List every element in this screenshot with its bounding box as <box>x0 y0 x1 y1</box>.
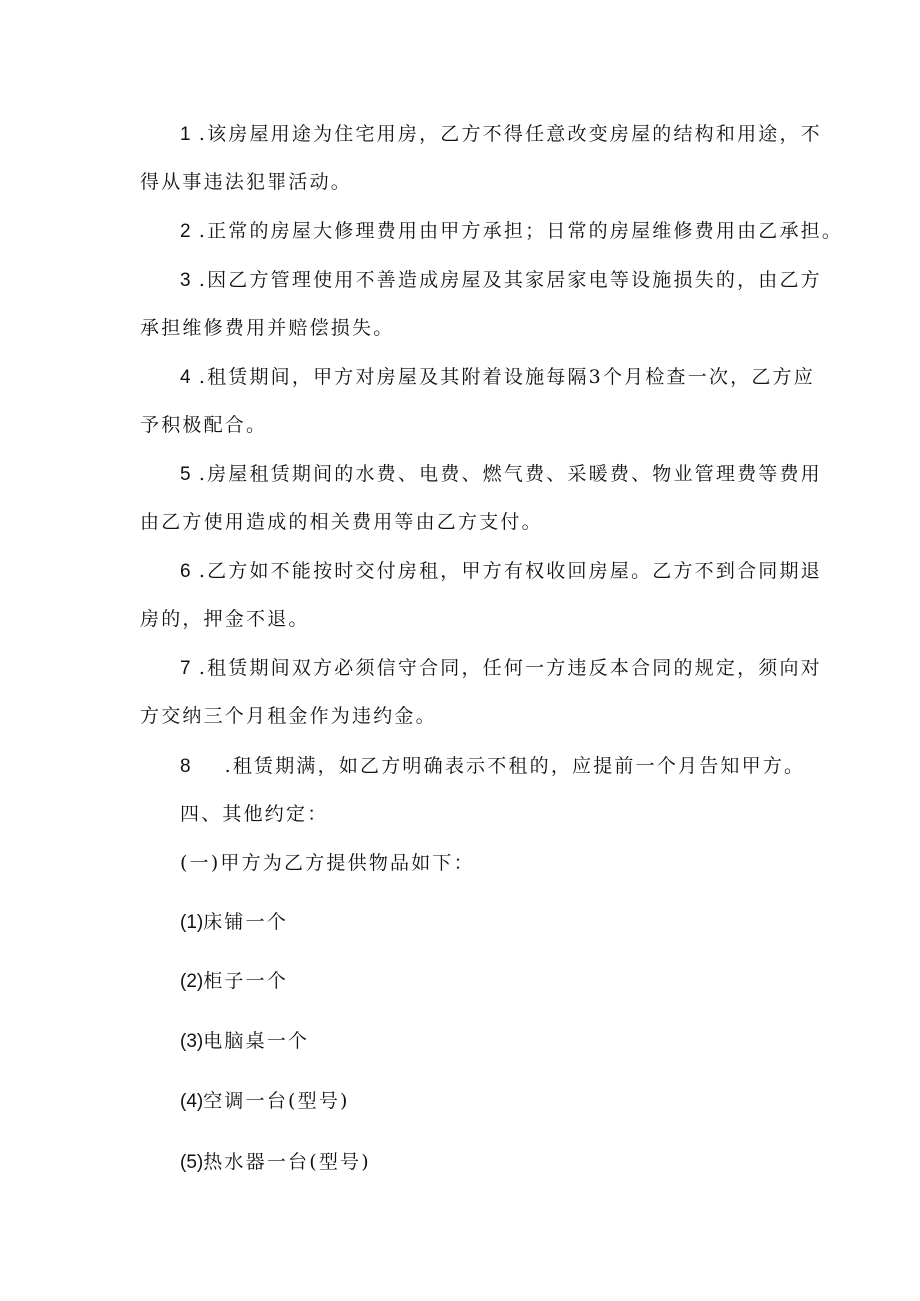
clause-number: 4 <box>180 367 191 388</box>
clause-number: 8 <box>180 756 191 777</box>
clause-number: 1 <box>180 124 191 145</box>
clause-number: 7 <box>180 658 191 679</box>
item-text: 热水器一台(型号) <box>203 1151 371 1173</box>
clause-4-line-2: 予积极配合。 <box>140 414 268 436</box>
clause-1-line-2: 得从事违法犯罪活动。 <box>140 171 353 193</box>
clause-number: 5 <box>180 464 191 485</box>
clause-7-line-2: 方交纳三个月租金作为违约金。 <box>140 705 437 727</box>
clause-3-line-2: 承担维修费用并赔偿损失。 <box>140 317 395 339</box>
clause-text: .租赁期间双方必须信守合同，任何一方违反本合同的规定，须向对 <box>198 657 822 679</box>
section-heading: 四、其他约定： <box>180 803 329 825</box>
clause-text: .房屋租赁期间的水费、电费、燃气费、采暖费、物业管理费等费用 <box>198 463 822 485</box>
list-item <box>180 1150 371 1175</box>
clause-8-line-1 <box>180 754 805 779</box>
clause-text: .正常的房屋大修理费用由甲方承担；日常的房屋维修费用由乙承担。 <box>198 220 844 242</box>
clause-number: 6 <box>180 561 191 582</box>
list-item <box>180 1089 350 1114</box>
item-number: (4) <box>180 1091 204 1112</box>
clause-7-line-1 <box>180 656 822 681</box>
item-number: (3) <box>180 1031 204 1052</box>
item-number: (5) <box>180 1152 204 1173</box>
clause-6-line-2: 房的，押金不退。 <box>140 608 310 630</box>
item-number: (2) <box>180 971 204 992</box>
item-text: 柜子一个 <box>203 970 289 992</box>
subsection-heading: (一)甲方为乙方提供物品如下： <box>180 852 475 874</box>
clause-number: 2 <box>180 221 191 242</box>
clause-text: .租赁期满，如乙方明确表示不租的，应提前一个月告知甲方。 <box>224 755 806 777</box>
clause-6-line-1 <box>180 559 822 584</box>
list-item <box>180 1029 309 1054</box>
clause-2-line-1 <box>180 219 843 244</box>
clause-text: .乙方如不能按时交付房租，甲方有权收回房屋。乙方不到合同期退 <box>198 560 822 582</box>
clause-text: .因乙方管理使用不善造成房屋及其家居家电等设施损失的，由乙方 <box>198 269 822 291</box>
clause-1-line-1 <box>180 122 822 147</box>
item-text: 床铺一个 <box>203 911 289 933</box>
item-number: (1) <box>180 912 204 933</box>
list-item <box>180 969 288 994</box>
clause-text: .该房屋用途为住宅用房，乙方不得任意改变房屋的结构和用途，不 <box>198 123 822 145</box>
item-text: 电脑桌一个 <box>203 1030 310 1052</box>
clause-4-line-1 <box>180 365 815 390</box>
clause-3-line-1 <box>180 268 822 293</box>
item-text: 空调一台(型号) <box>203 1090 350 1112</box>
clause-5-line-1 <box>180 462 822 487</box>
clause-5-line-2: 由乙方使用造成的相关费用等由乙方支付。 <box>140 511 543 533</box>
list-item <box>180 910 288 935</box>
clause-number: 3 <box>180 270 191 291</box>
clause-text: .租赁期间，甲方对房屋及其附着设施每隔3个月检查一次，乙方应 <box>198 366 815 388</box>
